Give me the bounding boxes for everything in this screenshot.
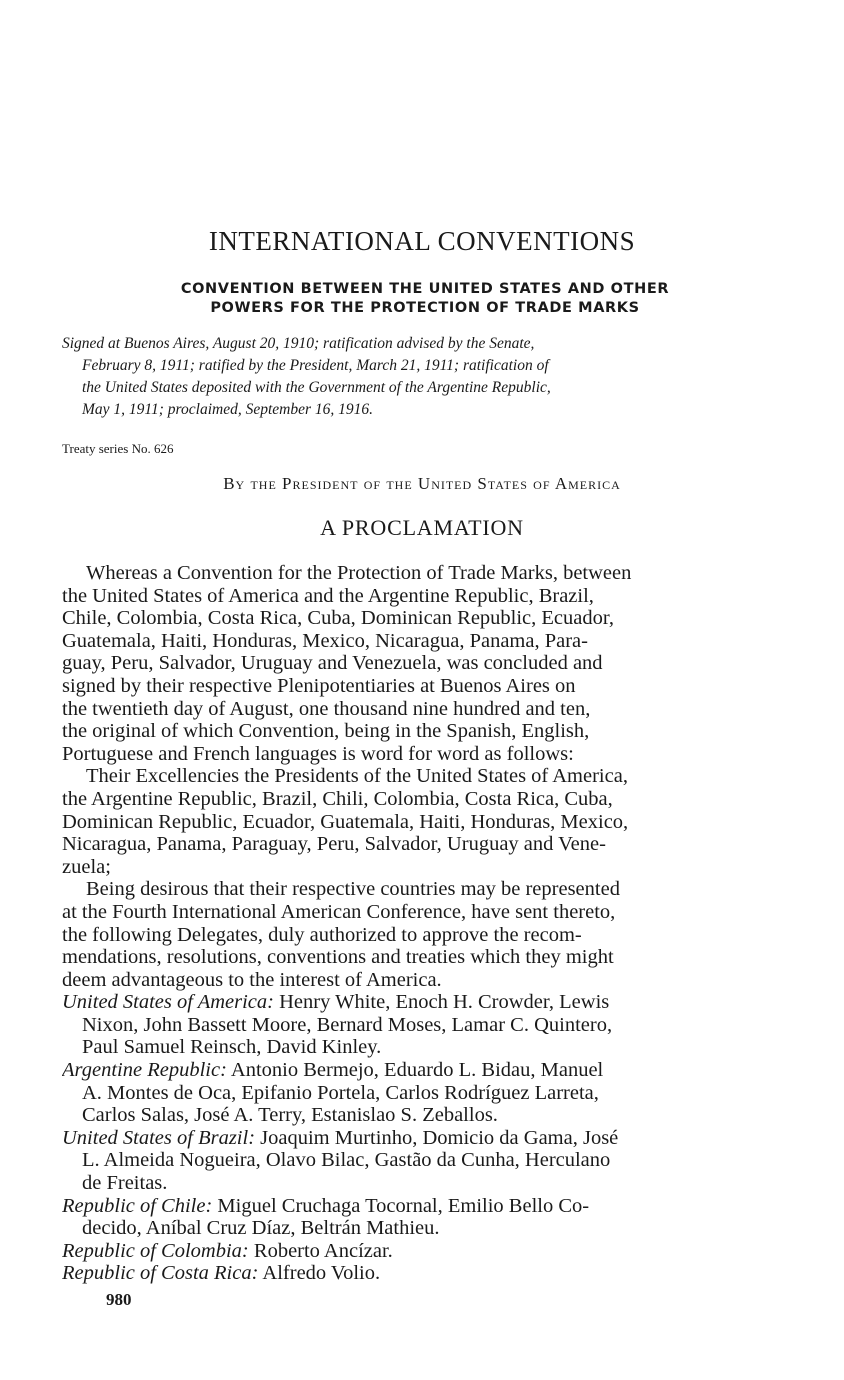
delegation-names: Henry White, Enoch H. Crowder, Lewis	[274, 991, 610, 1014]
body-line: Portuguese and French languages is word for word as follows:	[62, 742, 574, 765]
body-line: deem advantageous to the interest of America.	[62, 968, 442, 991]
page-number: 980	[106, 1290, 132, 1309]
body-line: guay, Peru, Salvador, Uruguay and Venezuela, was concluded and	[62, 652, 603, 675]
body-line: the twentieth day of August, one thousand nine hundred and ten,	[62, 697, 591, 720]
delegation-names: Joaquim Murtinho, Domicio da Gama, José	[255, 1126, 619, 1149]
delegation-chile	[62, 1195, 774, 1218]
body-line: Dominican Republic, Ecuador, Guatemala, Haiti, Honduras, Mexico,	[62, 810, 629, 833]
body-line: A. Montes de Oca, Epifanio Portela, Carlos Rodríguez Larreta,	[82, 1081, 599, 1104]
body-line: the Argentine Republic, Brazil, Chili, Colombia, Costa Rica, Cuba,	[62, 787, 613, 810]
body-line: Carlos Salas, José A. Terry, Estanislao S. Zeballos.	[82, 1104, 498, 1127]
delegation-country: United States of Brazil:	[62, 1126, 256, 1149]
signing-line: May 1, 1911; proclaimed, September 16, 1916.	[82, 401, 373, 418]
body-line: signed by their respective Plenipotentiaries at Buenos Aires on	[62, 674, 576, 697]
delegation-colombia	[62, 1240, 774, 1263]
by-president-heading: By the President of the United States of America	[223, 474, 621, 493]
delegation-country: Republic of Costa Rica:	[62, 1262, 259, 1285]
treaty-series-number: Treaty series No. 626	[62, 441, 174, 456]
convention-subtitle	[70, 280, 780, 318]
delegation-argentina	[62, 1059, 774, 1082]
proclamation-heading: A PROCLAMATION	[320, 515, 524, 540]
body-line: Nicaragua, Panama, Paraguay, Peru, Salvador, Uruguay and Vene-	[62, 833, 606, 856]
subtitle-line: POWERS FOR THE PROTECTION OF TRADE MARKS	[210, 300, 640, 316]
body-line: mendations, resolutions, conventions and treaties which they might	[62, 946, 614, 969]
body-line: Chile, Colombia, Costa Rica, Cuba, Dominican Republic, Ecuador,	[62, 607, 615, 630]
body-line: L. Almeida Nogueira, Olavo Bilac, Gastão da Cunha, Herculano	[82, 1149, 611, 1172]
delegation-country: United States of America:	[62, 991, 274, 1014]
body-line: Nixon, John Bassett Moore, Bernard Moses, Lamar C. Quintero,	[82, 1013, 613, 1036]
body-line: de Freitas.	[82, 1172, 168, 1195]
body-line: zuela;	[62, 855, 111, 878]
body-line: Their Excellencies the Presidents of the United States of America,	[86, 765, 628, 788]
body-line: decido, Aníbal Cruz Díaz, Beltrán Mathieu.	[82, 1217, 440, 1240]
delegation-names: Antonio Bermejo, Eduardo L. Bidau, Manuel	[226, 1059, 604, 1082]
signing-line: Signed at Buenos Aires, August 20, 1910; ratification advised by the Senate,	[62, 335, 535, 352]
delegation-country: Argentine Republic:	[62, 1059, 227, 1082]
body-line: at the Fourth International American Conference, have sent thereto,	[62, 900, 616, 923]
page-title: INTERNATIONAL CONVENTIONS	[208, 226, 636, 256]
body-line: Paul Samuel Reinsch, David Kinley.	[82, 1036, 382, 1059]
body-line: the United States of America and the Argentine Republic, Brazil,	[62, 584, 594, 607]
delegation-costa-rica	[62, 1262, 774, 1285]
subtitle-line: CONVENTION BETWEEN THE UNITED STATES AND OTHER	[180, 281, 670, 297]
delegation-brazil	[62, 1127, 774, 1150]
body-line: Guatemala, Haiti, Honduras, Mexico, Nicaragua, Panama, Para-	[62, 629, 588, 652]
body-line: Whereas a Convention for the Protection of Trade Marks, between	[86, 562, 632, 584]
proclamation-body	[62, 562, 774, 1285]
delegation-usa	[62, 991, 774, 1014]
body-line: the original of which Convention, being in the Spanish, English,	[62, 720, 590, 743]
delegation-names: Alfredo Volio.	[258, 1262, 381, 1285]
signing-details	[62, 333, 784, 421]
delegation-country: Republic of Colombia:	[62, 1239, 249, 1262]
delegation-names: Miguel Cruchaga Tocornal, Emilio Bello Co-	[212, 1194, 590, 1217]
delegation-country: Republic of Chile:	[62, 1194, 213, 1217]
signing-line: the United States deposited with the Government of the Argentine Republic,	[82, 379, 551, 396]
signing-line: February 8, 1911; ratified by the President, March 21, 1911; ratification of	[82, 357, 549, 374]
delegation-names: Roberto Ancízar.	[248, 1239, 393, 1262]
body-line: the following Delegates, duly authorized to approve the recom-	[62, 923, 582, 946]
body-line: Being desirous that their respective countries may be represented	[86, 878, 620, 901]
